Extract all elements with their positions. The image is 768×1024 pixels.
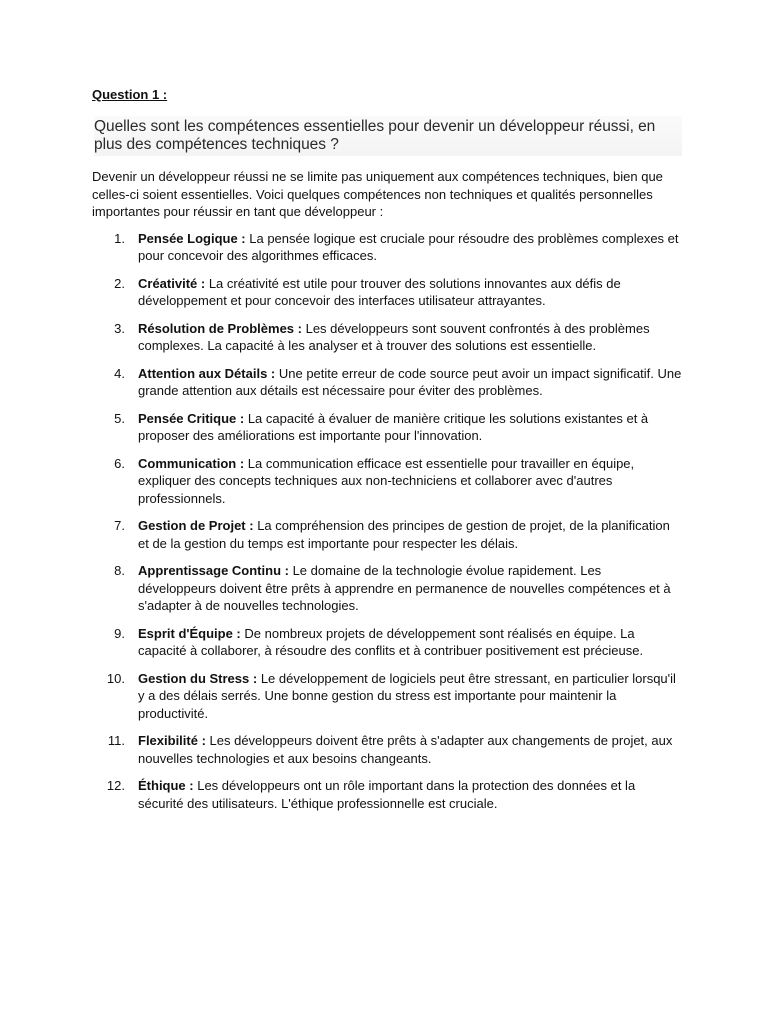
item-text: Le développement de logiciels peut être stressant, en particulier lorsqu'il y a des délais serrés. Une bonne gestion du stress est importante pour maintenir la productivité. — [138, 670, 676, 721]
item-text: Une petite erreur de code source peut avoir un impact significatif. Une grande attention aux détails est nécessaire pour éviter des problèmes. — [138, 365, 682, 398]
item-term: Résolution de Problèmes : — [138, 320, 302, 336]
list-item — [92, 625, 682, 660]
item-text: La compréhension des principes de gestion de projet, de la planification et de la gestion du temps est importante pour respecter les délais. — [138, 518, 670, 551]
list-item — [92, 365, 682, 400]
skills-list — [92, 230, 682, 813]
item-term: Gestion du Stress : — [138, 670, 258, 686]
item-number: 10. — [106, 670, 125, 686]
item-number: 6. — [114, 455, 125, 471]
question-label: Question 1 : — [92, 87, 168, 102]
item-term: Gestion de Projet : — [138, 518, 254, 533]
item-text: Les développeurs doivent être prêts à s'adapter aux changements de projet, aux nouvelles technologies et aux besoins changeants. — [138, 733, 673, 766]
item-term: Esprit d'Équipe : — [138, 625, 241, 641]
item-number: 3. — [114, 320, 125, 336]
item-text: Les développeurs sont souvent confrontés à des problèmes complexes. La capacité à les analyser et à trouver des solutions est essentielle. — [138, 320, 650, 353]
item-term: Flexibilité : — [138, 733, 206, 748]
item-number: 12. — [106, 778, 125, 793]
item-text: Les développeurs ont un rôle important dans la protection des données et la sécurité des utilisateurs. L'éthique professionnelle est cruciale. — [138, 778, 636, 811]
item-term: Créativité : — [138, 275, 206, 291]
item-term: Apprentissage Continu : — [138, 563, 289, 578]
list-item — [92, 562, 682, 615]
list-item — [92, 275, 682, 310]
list-item — [92, 777, 682, 812]
item-number: 7. — [114, 518, 125, 533]
list-item — [92, 230, 682, 265]
list-item — [92, 517, 682, 552]
item-text: La créativité est utile pour trouver des solutions innovantes aux défis de développement et pour concevoir des interfaces utilisateur attrayantes. — [138, 275, 621, 308]
item-text: De nombreux projets de développement sont réalisés en équipe. La capacité à collaborer, à résoudre des conflits et à contribuer positivement est précieuse. — [138, 625, 644, 658]
document-page — [92, 86, 682, 822]
item-text: La pensée logique est cruciale pour résoudre des problèmes complexes et pour concevoir des algorithmes efficaces. — [138, 230, 679, 263]
item-term: Éthique : — [138, 778, 194, 793]
list-item — [92, 455, 682, 508]
list-item — [92, 670, 682, 723]
item-number: 11. — [107, 733, 125, 748]
question-title: Quelles sont les compétences essentielles pour devenir un développeur réussi, en plus des compétences techniques ? — [94, 116, 682, 156]
list-item — [92, 320, 682, 355]
item-number: 4. — [114, 365, 125, 381]
item-term: Communication : — [138, 455, 245, 471]
item-text: La communication efficace est essentielle pour travailler en équipe, expliquer des concepts techniques aux non-techniciens et collaborer avec d'autres professionnels. — [138, 455, 635, 506]
item-number: 1. — [114, 230, 125, 246]
item-number: 8. — [114, 563, 125, 578]
item-term: Pensée Critique : — [138, 410, 245, 426]
list-item — [92, 732, 682, 767]
list-item — [92, 410, 682, 445]
item-term: Pensée Logique : — [138, 230, 246, 246]
item-number: 5. — [114, 410, 125, 426]
intro-paragraph: Devenir un développeur réussi ne se limite pas uniquement aux compétences techniques, bien que celles-ci soient essentielles. Voici quelques compétences non techniques et qualités personnelles importantes pour réussir en tant que développeur : — [92, 169, 663, 219]
item-text: Le domaine de la technologie évolue rapidement. Les développeurs doivent être prêts à apprendre en permanence de nouvelles compétences et à s'adapter à de nouvelles technologies. — [138, 563, 671, 613]
item-term: Attention aux Détails : — [138, 365, 276, 381]
item-text: La capacité à évaluer de manière critique les solutions existantes et à proposer des améliorations est importante pour l'innovation. — [138, 410, 649, 443]
item-number: 9. — [114, 625, 125, 641]
item-number: 2. — [114, 275, 125, 291]
